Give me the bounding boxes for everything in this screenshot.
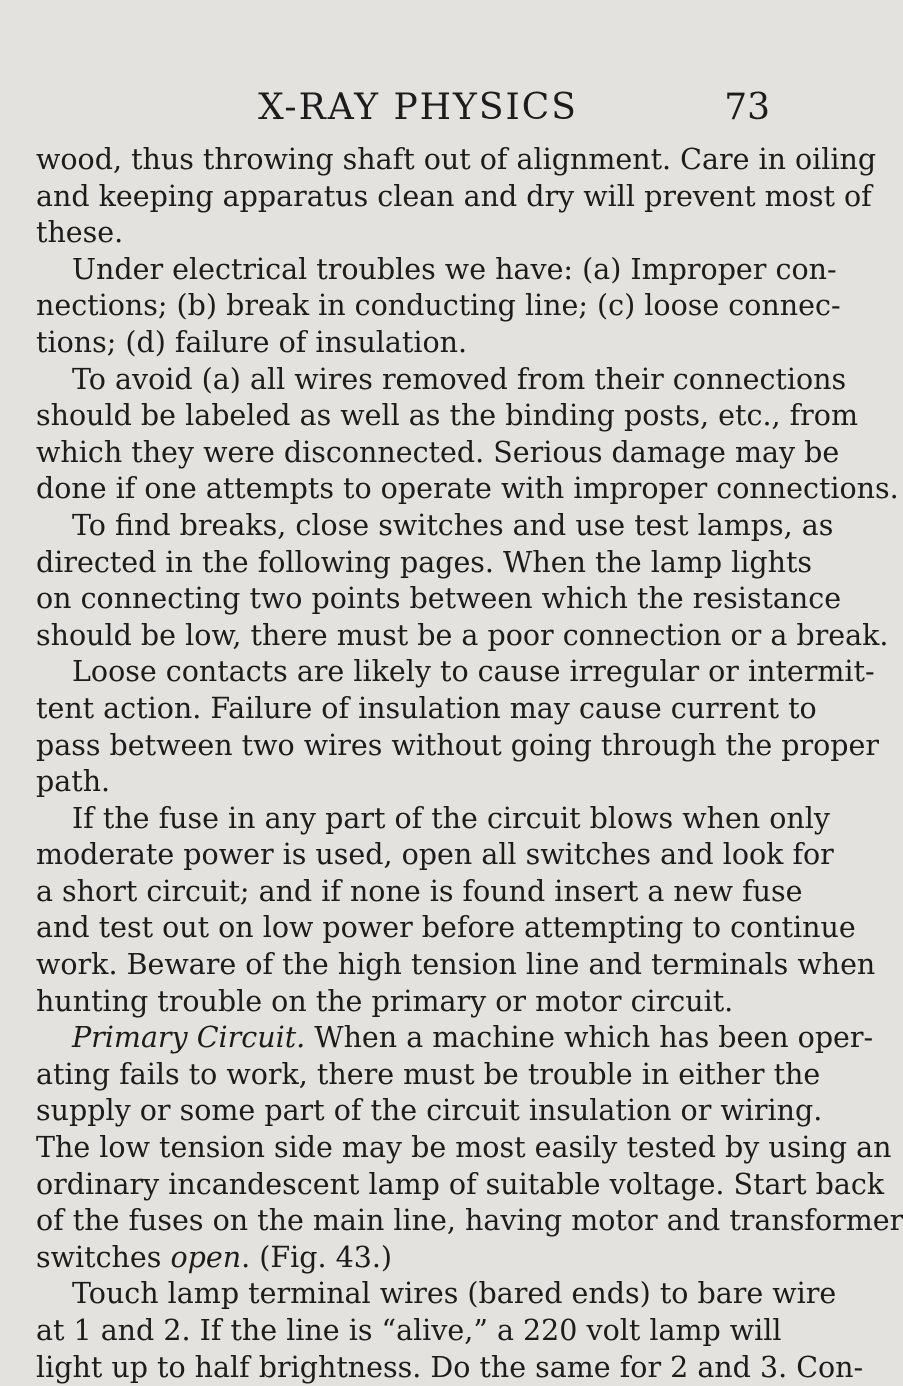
- text-line-rest: When a machine which has been oper-: [314, 1021, 874, 1055]
- text-line: and test out on low power before attempting to continue: [36, 911, 856, 945]
- body-text: [36, 142, 903, 1386]
- text-line: To find breaks, close switches and use test lamps, as: [72, 508, 834, 542]
- text-line: Touch lamp terminal wires (bared ends) to bare wire: [72, 1277, 837, 1311]
- text-line-start: switches: [36, 1240, 162, 1274]
- text-line: done if one attempts to operate with improper connections.: [36, 472, 899, 506]
- text-line: and keeping apparatus clean and dry will prevent most of: [36, 179, 872, 213]
- text-line-end: . (Fig. 43.): [241, 1240, 393, 1274]
- text-line: which they were disconnected. Serious damage may be: [36, 435, 840, 469]
- text-line: tent action. Failure of insulation may cause current to: [36, 691, 817, 725]
- text-line: path.: [36, 765, 111, 799]
- italic-heading: Primary Circuit.: [72, 1021, 306, 1055]
- text-line: ating fails to work, there must be trouble in either the: [36, 1057, 821, 1091]
- text-line: directed in the following pages. When the lamp lights: [36, 545, 813, 579]
- text-line: on connecting two points between which the resistance: [36, 582, 842, 616]
- running-title: X-RAY PHYSICS: [258, 87, 578, 128]
- text-line: moderate power is used, open all switches and look for: [36, 838, 834, 872]
- italic-word: open: [170, 1240, 242, 1274]
- text-line: hunting trouble on the primary or motor circuit.: [36, 984, 734, 1018]
- text-line: a short circuit; and if none is found insert a new fuse: [36, 874, 803, 908]
- text-line: pass between two wires without going through the proper: [36, 728, 880, 762]
- text-line: at 1 and 2. If the line is “alive,” a 220 volt lamp will: [36, 1314, 782, 1347]
- text-line: [36, 1240, 768, 1277]
- text-line: supply or some part of the circuit insulation or wiring.: [36, 1094, 823, 1128]
- text-line: nections; (b) break in conducting line; (c) loose connec-: [36, 289, 841, 323]
- text-line: [36, 1020, 874, 1057]
- page-number: 73: [724, 87, 770, 128]
- text-line: If the fuse in any part of the circuit blows when only: [72, 801, 830, 835]
- text-line: should be low, there must be a poor connection or a break.: [36, 618, 889, 652]
- running-head: [36, 84, 770, 132]
- text-line: should be labeled as well as the binding posts, etc., from: [36, 399, 858, 433]
- text-line: Loose contacts are likely to cause irregular or intermit-: [72, 655, 875, 689]
- text-line: The low tension side may be most easily tested by using an: [36, 1131, 892, 1165]
- text-line: ordinary incandescent lamp of suitable voltage. Start back: [36, 1167, 885, 1201]
- text-line: tions; (d) failure of insulation.: [36, 325, 468, 359]
- text-line: of the fuses on the main line, having motor and transformer: [36, 1204, 903, 1238]
- text-line: these.: [36, 216, 124, 250]
- text-line: wood, thus throwing shaft out of alignment. Care in oiling: [36, 143, 877, 176]
- text-line: work. Beware of the high tension line and terminals when: [36, 948, 876, 982]
- text-line: Under electrical troubles we have: (a) Improper con-: [72, 252, 837, 286]
- text-line: light up to half brightness. Do the same for 2 and 3. Con-: [36, 1350, 864, 1384]
- text-line: To avoid (a) all wires removed from their connections: [72, 362, 847, 396]
